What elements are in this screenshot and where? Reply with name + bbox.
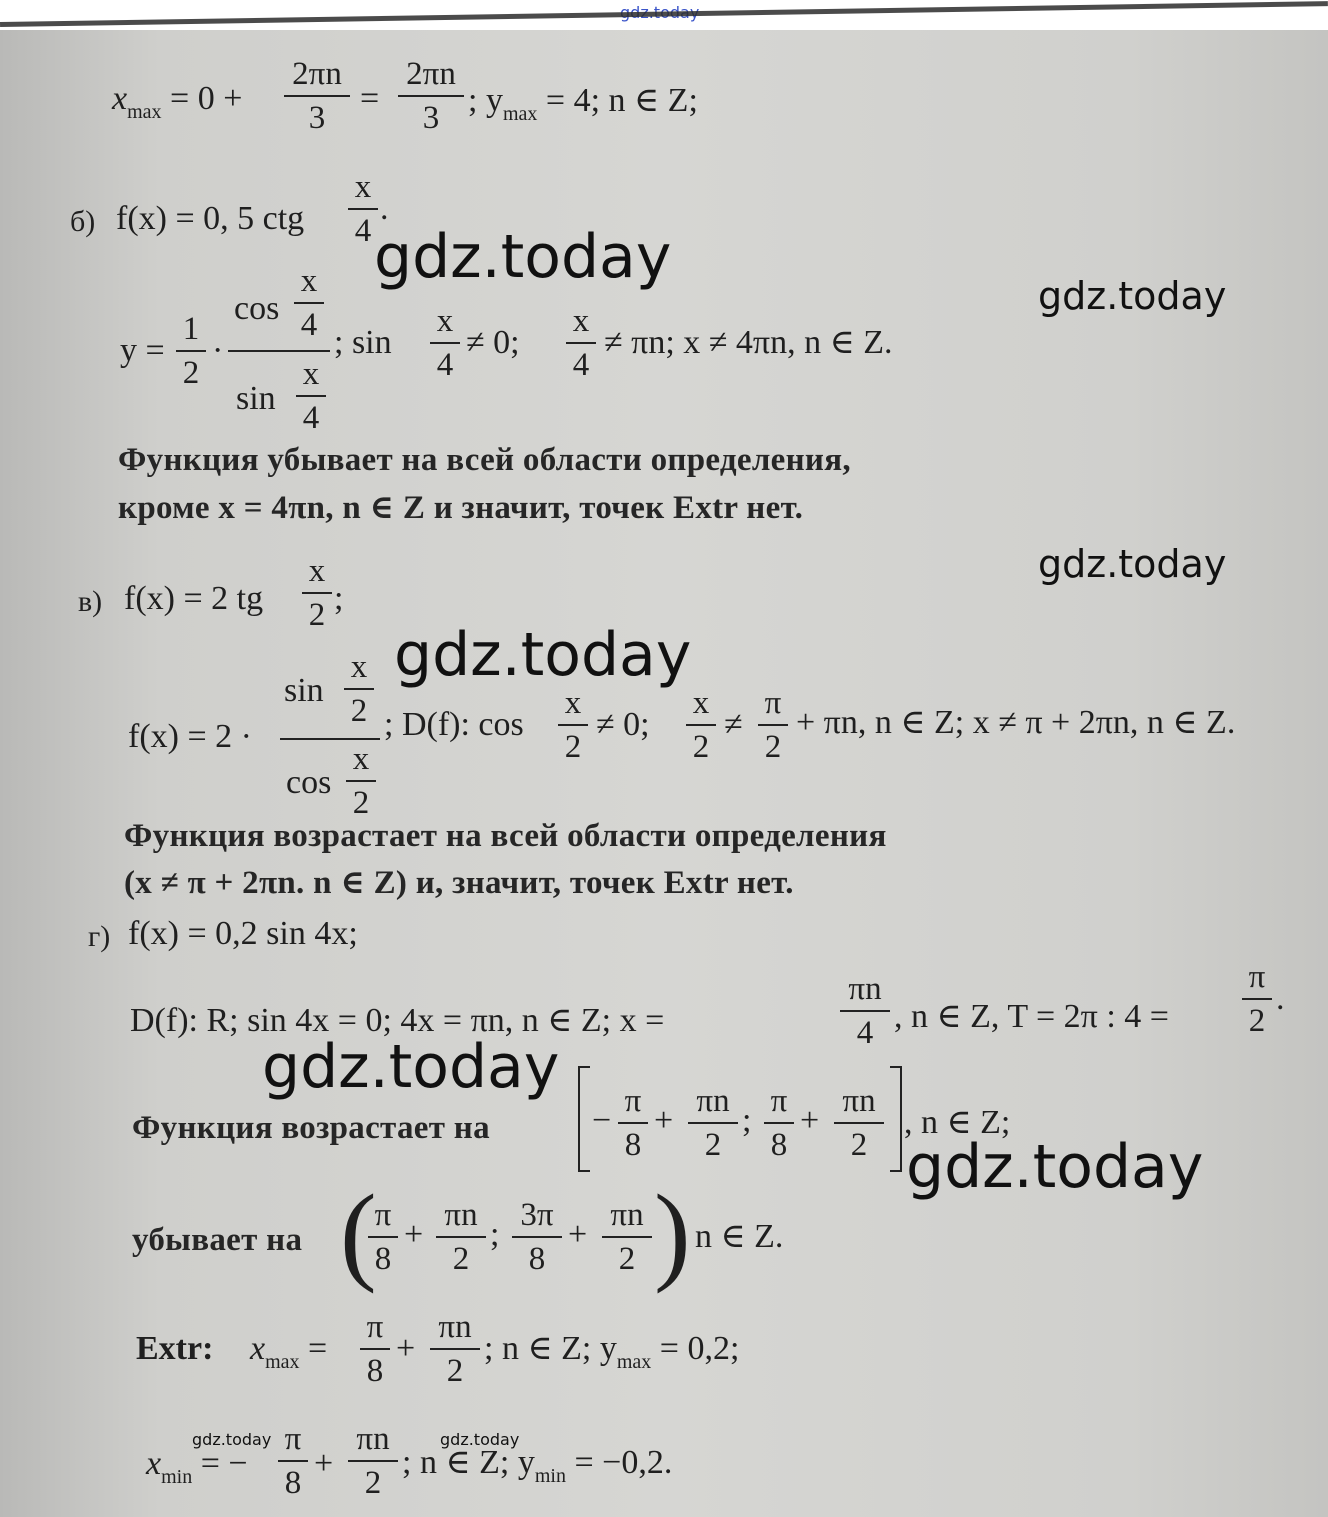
right-bracket — [890, 1066, 902, 1172]
numerator: x — [436, 303, 454, 339]
watermark: gdz.today — [1038, 542, 1227, 586]
fraction-pi-2 — [758, 684, 788, 766]
denominator: 4 — [436, 347, 454, 383]
numerator: πn — [848, 971, 882, 1007]
numerator: πn — [444, 1197, 478, 1233]
not-equal-zero: ≠ 0; — [596, 706, 650, 743]
denominator: 8 — [770, 1127, 788, 1163]
function-v: f(x) = 2 tg — [124, 580, 264, 617]
conclusion-v-line1: Функция возрастает на всей области определения — [124, 818, 887, 854]
not-equal-zero: ≠ 0; — [466, 324, 520, 361]
min-subscript: min — [534, 1465, 566, 1487]
denominator: 8 — [624, 1127, 642, 1163]
function-g: f(x) = 0,2 sin 4x; — [128, 915, 358, 952]
left-bracket — [578, 1066, 590, 1172]
max-subscript: max — [127, 101, 162, 123]
sin-text: sin — [284, 672, 324, 709]
fraction-3pi-8 — [512, 1196, 562, 1278]
numerator: π — [770, 1083, 788, 1119]
semicolon: ; — [334, 580, 344, 617]
denominator: 2 — [764, 729, 782, 765]
domain-condition-v: + πn, n ∈ Z; x ≠ π + 2πn, n ∈ Z. — [796, 704, 1236, 741]
denominator: 4 — [572, 347, 590, 383]
dot-operator: · — [212, 332, 224, 369]
fraction-pi-8-b — [764, 1082, 794, 1164]
fraction-2pin-3-b — [398, 55, 464, 137]
domain-condition: ≠ πn; x ≠ 4πn, n ∈ Z. — [604, 324, 893, 361]
numerator: πn — [696, 1083, 730, 1119]
minus-sign: − — [592, 1102, 612, 1139]
numerator: x — [692, 685, 710, 721]
denominator: 3 — [308, 100, 326, 136]
numerator: πn — [842, 1083, 876, 1119]
fraction-x-4-d — [566, 302, 596, 384]
xmax-g: $x_{max}$ = — [250, 1330, 328, 1373]
watermark: gdz.today — [394, 620, 692, 690]
conclusion-v-line2: (x ≠ π + 2πn. n ∈ Z) и, значит, точек Extr нет. — [124, 865, 794, 901]
denominator: 8 — [366, 1353, 384, 1389]
item-label-g: г) — [88, 920, 111, 953]
plus-sign: + — [654, 1102, 674, 1139]
fraction-x-2-sin — [344, 648, 374, 730]
numerator: 3π — [520, 1197, 554, 1233]
ymax-subscript: max — [502, 103, 538, 125]
xmin-var: x — [146, 1445, 162, 1482]
numerator: πn — [356, 1421, 390, 1457]
max-subscript: max — [616, 1351, 652, 1373]
fraction-pi-8-d — [360, 1308, 390, 1390]
plus-sign: + — [800, 1102, 820, 1139]
numerator: x — [352, 741, 370, 777]
denominator: 2 — [564, 729, 582, 765]
conclusion-b-line2: кроме x = 4πn, n ∈ Z и значит, точек Extr нет. — [118, 490, 804, 526]
denominator: 2 — [352, 785, 370, 821]
numerator: πn — [610, 1197, 644, 1233]
increasing-text: Функция возрастает на — [132, 1110, 490, 1146]
watermark: gdz.today — [192, 1430, 272, 1449]
fraction-x-4-cos — [294, 262, 324, 344]
fraction-pi-8-c — [368, 1196, 398, 1278]
numerator: π — [764, 685, 782, 721]
watermark: gdz.today — [374, 222, 672, 292]
period-text: , n ∈ Z, T = 2π : 4 = — [894, 998, 1169, 1035]
increasing-tail: , n ∈ Z; — [904, 1104, 1011, 1141]
fraction-x-4-c — [430, 302, 460, 384]
xmax-var: x — [250, 1330, 266, 1367]
ymin-value: = −0,2. — [574, 1444, 673, 1481]
numerator: x — [564, 685, 582, 721]
condition-sin: ; sin — [334, 324, 392, 361]
denominator: 2 — [692, 729, 710, 765]
plus-sign: + — [396, 1330, 416, 1367]
cos-text: cos — [234, 290, 280, 327]
plus-sign: + — [404, 1216, 424, 1253]
numerator: x — [572, 303, 590, 339]
fraction-pi-8-e — [278, 1420, 308, 1502]
ymax-part — [468, 80, 698, 126]
denominator: 4 — [300, 307, 318, 343]
numerator: x — [300, 263, 318, 299]
denominator: 2 — [182, 355, 200, 391]
denominator: 8 — [374, 1241, 392, 1277]
ymax-g — [484, 1328, 739, 1374]
watermark: gdz.today — [906, 1132, 1204, 1202]
xmin-g: $x_{min}$ = − — [146, 1445, 248, 1488]
fraction-1-2 — [176, 310, 206, 392]
watermark: gdz.today — [1038, 274, 1227, 318]
eq-part: = 0 + — [170, 80, 243, 117]
denominator: 2 — [364, 1465, 382, 1501]
fraction-x-2 — [302, 552, 332, 634]
watermark: gdz.today — [262, 1032, 560, 1102]
function-b: f(x) = 0, 5 ctg — [116, 200, 305, 237]
numerator: x — [308, 553, 326, 589]
denominator: 4 — [354, 213, 372, 249]
fraction-pin-4 — [840, 970, 890, 1052]
denominator: 2 — [1248, 1003, 1266, 1039]
item-label-v: в) — [78, 585, 103, 618]
numerator: x — [302, 356, 320, 392]
numerator: π — [284, 1421, 302, 1457]
extr-label: Extr: — [136, 1330, 214, 1367]
semicolon: ; — [742, 1102, 752, 1139]
left-paren: ( — [340, 1172, 377, 1294]
fraction-pin-2-b — [834, 1082, 884, 1164]
xmax-line — [112, 80, 242, 124]
cos-text: cos — [286, 764, 332, 801]
conclusion-b-line1: Функция убывает на всей области определения, — [118, 442, 851, 478]
ymin-var: ; n ∈ Z; y — [402, 1444, 535, 1481]
watermark-top: gdz.today — [620, 3, 700, 22]
ymax-var: ; y — [468, 82, 503, 119]
denominator: 3 — [422, 100, 440, 136]
numerator: 2πn — [406, 56, 456, 92]
item-label-b: б) — [70, 205, 96, 238]
fraction-pin-2-e — [430, 1308, 480, 1390]
denominator: 4 — [302, 400, 320, 436]
denominator: 2 — [446, 1353, 464, 1389]
domain-g: D(f): R; sin 4x = 0; 4x = πn, n ∈ Z; x = — [130, 1002, 665, 1039]
fraction-pin-2-d — [602, 1196, 652, 1278]
function-v-expanded: f(x) = 2 · — [128, 718, 252, 755]
xmax-var: x — [112, 80, 128, 117]
denominator: 2 — [308, 597, 326, 633]
domain-cos: ; D(f): cos — [384, 706, 524, 743]
numerator: π — [366, 1309, 384, 1345]
denominator: 8 — [284, 1465, 302, 1501]
denominator: 2 — [704, 1127, 722, 1163]
ymax-var: ; n ∈ Z; y — [484, 1330, 617, 1367]
numerator: 2πn — [292, 56, 342, 92]
denominator: 2 — [850, 1127, 868, 1163]
fraction-2pin-3 — [284, 55, 350, 137]
ymax-value: = 4; n ∈ Z; — [545, 82, 698, 119]
denominator: 2 — [618, 1241, 636, 1277]
period: . — [380, 190, 389, 227]
fraction-pin-2 — [688, 1082, 738, 1164]
not-equal: ≠ — [724, 706, 743, 743]
watermark: gdz.today — [440, 1430, 520, 1449]
numerator: x — [354, 169, 372, 205]
fraction-pi-8 — [618, 1082, 648, 1164]
semicolon: ; — [490, 1216, 500, 1253]
numerator: πn — [438, 1309, 472, 1345]
denominator: 2 — [350, 693, 368, 729]
fraction-pin-2-f — [348, 1420, 398, 1502]
main-fraction-bar — [228, 350, 330, 352]
numerator: π — [1248, 959, 1266, 995]
equals-sign: = — [360, 80, 380, 117]
right-paren: ) — [654, 1172, 691, 1294]
y-equals: y = — [120, 332, 165, 369]
fraction-x-4-sin — [296, 355, 326, 437]
fraction-x-2-e — [686, 684, 716, 766]
fraction-x-2-d — [558, 684, 588, 766]
numerator: 1 — [182, 311, 200, 347]
fraction-pi-2-period — [1242, 958, 1272, 1040]
numerator: π — [374, 1197, 392, 1233]
decreasing-text: убывает на — [132, 1222, 303, 1258]
min-subscript: min — [161, 1466, 193, 1488]
ymax-value: = 0,2; — [659, 1330, 740, 1367]
sin-text: sin — [236, 380, 276, 417]
decreasing-tail: , n ∈ Z. — [678, 1218, 784, 1255]
ymin-g — [402, 1442, 672, 1488]
numerator: π — [624, 1083, 642, 1119]
fraction-x-2-cos — [346, 740, 376, 822]
denominator: 4 — [856, 1015, 874, 1051]
period: . — [1276, 980, 1285, 1017]
plus-sign: + — [314, 1445, 334, 1482]
max-subscript: max — [265, 1351, 300, 1373]
denominator: 2 — [452, 1241, 470, 1277]
fraction-pin-2-c — [436, 1196, 486, 1278]
plus-sign: + — [568, 1216, 588, 1253]
numerator: x — [350, 649, 368, 685]
denominator: 8 — [528, 1241, 546, 1277]
